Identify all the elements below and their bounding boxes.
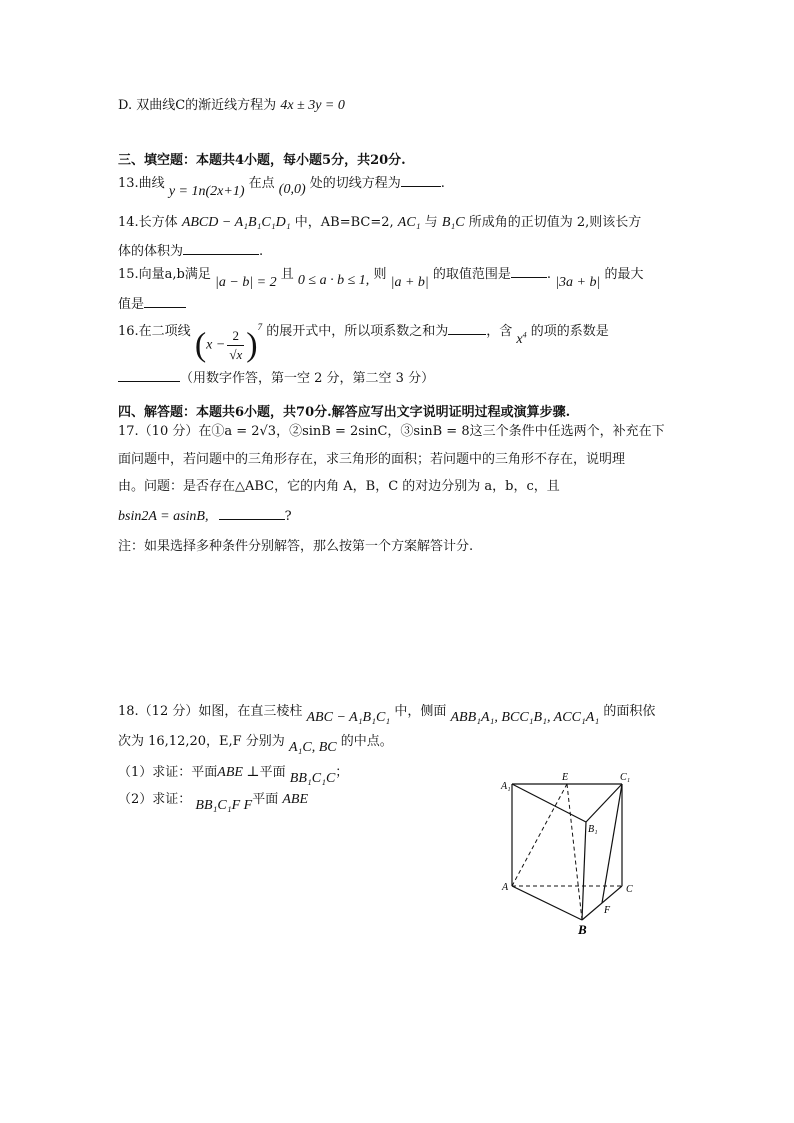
- q13-text-a: 13.曲线: [118, 176, 165, 191]
- question-18-part1: [118, 764, 349, 786]
- q18-p2-formula-plane: ABE: [282, 792, 309, 807]
- q15-blank-1[interactable]: [511, 264, 547, 278]
- q15-text-a: 15.向量a,b满足: [118, 267, 211, 282]
- q13-text-c: 处的切线方程为: [309, 176, 401, 191]
- q15-text-e: .: [546, 267, 552, 282]
- q18-p1-text-b: 平面: [259, 765, 286, 780]
- question-17-note: 注：如果选择多种条件分别解答，那么按第一个方案解答计分.: [118, 539, 474, 554]
- q17-formula: bsin2A = asinB,: [118, 509, 209, 524]
- q16-fraction-numerator: 2: [227, 327, 244, 346]
- section-4-heading: 四、解答题：本题共6小题，共70分.解答应写出文字说明证明过程或演算步骤.: [118, 405, 571, 420]
- q16-x4-exp: 4: [522, 330, 527, 340]
- question-18-part2: [118, 791, 309, 813]
- q14-blank[interactable]: [183, 241, 259, 255]
- q15-line2-text: 值是: [118, 297, 145, 312]
- q16-exponent: 7: [257, 321, 263, 332]
- question-17-line4: [118, 506, 292, 526]
- q18-formula-midpoints: A₁C, BC: [288, 740, 337, 755]
- question-13: [118, 173, 445, 199]
- q16-text-b: 的展开式中，所以项系数之和为: [266, 324, 449, 339]
- option-d-formula: 4x ± 3y = 0: [280, 98, 345, 113]
- label-c1: C₁: [620, 772, 631, 783]
- q14-formula-b1c: B₁C: [441, 215, 465, 230]
- question-18-line1: [118, 703, 656, 725]
- q17-blank[interactable]: [219, 506, 285, 520]
- q16-x4: [516, 332, 526, 347]
- question-17-line2: 面问题中，若问题中的三角形存在，求三角形的面积；若问题中的三角形不存在，说明理: [118, 452, 626, 467]
- q16-x4-base: x: [516, 332, 523, 347]
- q16-fraction: [227, 327, 244, 364]
- label-e: E: [562, 772, 569, 783]
- q14-text-b: 中，AB=BC=2,: [294, 215, 394, 230]
- label-b: B: [578, 922, 587, 937]
- q18-formula-prism: ABC − A₁B₁C₁: [306, 710, 391, 725]
- prism-figure: [498, 770, 638, 940]
- edge-a1-b1: [512, 784, 586, 822]
- q16-paren-right: ): [246, 326, 258, 364]
- section-3-heading: 三、填空题：本题共4小题，每小题5分，共20分.: [118, 153, 406, 168]
- q15-formula-sum: |a + b|: [390, 275, 429, 290]
- label-f: F: [604, 905, 611, 916]
- q15-formula-3a-b: |3a + b|: [555, 275, 601, 290]
- question-14: [118, 214, 641, 232]
- q14-formula-ac1: AC₁: [397, 215, 421, 230]
- edge-b1-b: [582, 822, 586, 920]
- q18-text-b: 中，侧面: [394, 704, 447, 719]
- q15-text-c: 则: [373, 267, 387, 282]
- q14-line2-text: 体的体积为: [118, 244, 184, 259]
- edge-a-b: [512, 886, 582, 920]
- prism-diagram: [498, 770, 638, 940]
- q13-text-b: 在点: [248, 176, 275, 191]
- q18-p1-formula-plane: BB₁C₁C: [289, 771, 336, 786]
- q18-p2-text-b: 平面: [252, 792, 279, 807]
- q18-formula-faces: ABB₁A₁, BCC₁B₁, ACC₁A₁: [450, 710, 600, 725]
- question-16: [118, 313, 609, 364]
- label-a: A: [502, 882, 509, 893]
- q18-p2-formula: BB₁C₁F F: [195, 798, 253, 813]
- q18-text-c: 的面积依: [603, 704, 656, 719]
- q16-text-d: 的项的系数是: [530, 324, 609, 339]
- q18-line2-text-a: 次为 16,12,20，E,F 分别为: [118, 734, 285, 749]
- q15-formula-diff: |a − b| = 2: [215, 275, 277, 290]
- question-17-line1: 17.（10 分）在①a = 2√3，②sinB = 2sinC，③sinB = 8这三个条件中任选两个，补充在下: [118, 424, 665, 439]
- q17-end: ?: [284, 509, 292, 524]
- edge-e-b-hidden: [567, 784, 582, 920]
- question-15-line2: [118, 294, 186, 314]
- q14-text-d: 所成角的正切值为 2,则该长方: [468, 215, 642, 230]
- q14-text-a: 14.长方体: [118, 215, 178, 230]
- q14-formula-cuboid: ABCD − A₁B₁C₁D₁: [181, 215, 291, 230]
- q13-end: .: [440, 176, 445, 191]
- q15-text-b: 且: [280, 267, 294, 282]
- label-b1: B₁: [588, 824, 598, 835]
- edge-a-e-hidden: [512, 784, 567, 886]
- q16-line2-text: （用数字作答，第一空 2 分，第二空 3 分）: [180, 371, 435, 386]
- option-d: [118, 97, 345, 115]
- q15-text-f: 的最大: [604, 267, 644, 282]
- q14-text-c: 与: [424, 215, 438, 230]
- q16-text-c: ，含: [486, 324, 513, 339]
- q18-line2-text-b: 的中点。: [340, 734, 393, 749]
- question-15: [118, 264, 644, 290]
- label-a1: A₁: [501, 781, 511, 792]
- q16-blank-1[interactable]: [448, 321, 486, 335]
- question-14-line2: [118, 241, 263, 261]
- q15-formula-dot: 0 ≤ a · b ≤ 1,: [297, 273, 370, 288]
- q13-blank[interactable]: [401, 173, 441, 187]
- q16-fraction-denominator: √x: [229, 347, 243, 362]
- q16-paren-left: (: [194, 326, 207, 364]
- q16-x-minus: x −: [206, 337, 226, 353]
- q18-p2-text-a: （2）求证：: [118, 792, 192, 807]
- q18-p1-text-a: （1）求证：平面: [118, 765, 218, 780]
- q15-text-d: 的取值范围是: [432, 267, 511, 282]
- q18-text-a: 18.（12 分）如图，在直三棱柱: [118, 704, 303, 719]
- q16-text-a: 16.在二项线: [118, 324, 191, 339]
- q13-formula-curve: y = 1n(2x+1): [168, 184, 245, 199]
- option-d-text: D. 双曲线C的渐近线方程为: [118, 98, 277, 113]
- label-c: C: [626, 884, 633, 895]
- q16-blank-2[interactable]: [118, 368, 180, 382]
- question-18-line2: [118, 733, 393, 755]
- q14-end: .: [259, 244, 264, 259]
- question-16-line2: [118, 368, 434, 388]
- q15-blank-2[interactable]: [144, 294, 186, 308]
- question-17-line3: 由。问题：是否存在△ABC，它的内角 A，B，C 的对边分别为 a，b，c，且: [118, 479, 560, 494]
- q18-p1-end: ；: [335, 765, 349, 780]
- q16-binomial-formula: [194, 321, 263, 364]
- q13-formula-point: (0,0): [278, 182, 306, 197]
- q18-p1-formula: ABE ⊥: [217, 765, 260, 780]
